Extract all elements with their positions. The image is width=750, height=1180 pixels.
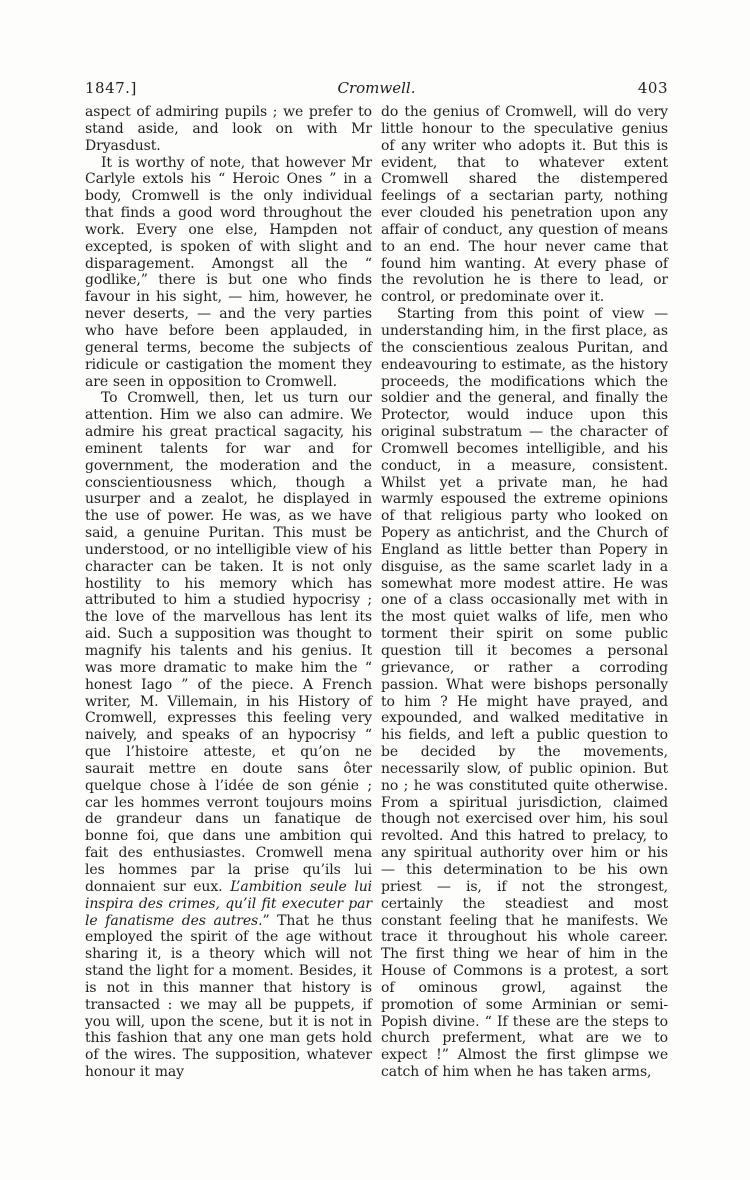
text-segment: do the genius of Cromwell, will do very little honour to the speculative genius of any writer who adopts it. But this is evident, that to whatever extent Cromwell shared the distempered feelings of a sectarian party, nothing ever clouded his penetration upon any affair of conduct, any question of means to an end. The hour never came that found him wanting. At every phase of the revolution he is there to lead, or control, or predominate over it.	[381, 104, 668, 306]
text-segment: To Cromwell, then, let us turn our attention. Him we also can admire. We admire his great practical sagacity, his eminent talents for war and for government, the moderation and the conscientiousness which, though a usurper and a zealot, he displayed in the use of power. He was, as we have said, a genuine Puritan. This must be understood, or no intelligible view of his character can be taken. It is not only hostility to his memory which has attributed to him a studied hypocrisy ; the love of the marvellous has lent its aid. Such a supposition was thought to magnify his talents and his genius. It was more dramatic to make him the “ honest Iago ” of the piece. A French writer, M. Villemain, in his History of Cromwell, expresses this feeling very naively, and speaks of an hypocrisy “ que l’histoire atteste, et qu’on ne saurait mettre en doute sans ôter quelque chose à l’idée de son génie ; car les hommes verront toujours moins de grandeur dans un fanatique de bonne foi, que dans une ambition qui fait des enthusiastes. Cromwell mena les hommes par la prise qu’ils lui donnaient sur eux.	[85, 390, 372, 895]
paragraph	[381, 104, 668, 306]
text-segment: aspect of admiring pupils ; we prefer to stand aside, and look on with Mr Dryasdust.	[85, 104, 372, 154]
text-segment: It is worthy of note, that however Mr Carlyle extols his “ Heroic Ones ” in a body, Cromwell is the only individual that finds a good word throughout the work. Every one else, Hampden not excepted, is spoken of with slight and disparagement. Amongst all the “ godlike,” there is but one who finds favour in his sight, — him, however, he never deserts, — and the very parties who have before been applauded, in general terms, become the subjects of ridicule or castigation the moment they are seen in opposition to Cromwell.	[85, 154, 372, 390]
running-head	[85, 80, 668, 97]
paragraph	[85, 104, 372, 155]
italic-text-segment: L’ambition seule lui inspira des crimes, qu’il fit executer par le fanatisme des autres.	[85, 878, 372, 929]
paragraph	[85, 155, 372, 391]
right-column	[381, 104, 668, 1081]
paragraph	[85, 390, 372, 1081]
text-segment: Starting from this point of view — understanding him, in the first place, as the conscientious zealous Puritan, and endeavouring to estimate, as the history proceeds, the modifications which the soldier and the general, and finally the Protector, would induce upon this original substratum — the character of Cromwell becomes intelligible, and his conduct, in a measure, consistent. Whilst yet a private man, he had warmly espoused the extreme opinions of that religious party who looked on Popery as antichrist, and the Church of England as little better than Popery in disguise, as the same scarlet lady in a somewhat more modest attire. He was one of a class occasionally met with in the most quiet walks of life, men who torment their spirit on some public question till it becomes a personal grievance, or rather a corroding passion. What were bishops personally to him ? He might have prayed, and expounded, and walked meditative in his fields, and left a public question to be decided by the movements, necessarily slow, of public opinion. But no ; he was constituted quite otherwise. From a spiritual jurisdiction, claimed though not exercised over him, his soul revolted. And this hatred to prelacy, to any spiritual authority over him or his — this determination to be his own priest — is, if not the strongest, certainly the steadiest and most constant feeling that he manifests. We trace it throughout his whole career. The first thing we hear of him in the House of Commons is a protest, a sort of ominous growl, against the promotion of some Arminian or semi-Popish divine. “ If these are the steps to church preferment, what are we to expect !” Almost the first glimpse we catch of him when he has taken arms,	[381, 306, 668, 1081]
text-segment: ” That he thus employed the spirit of the age without sharing it, is a theory which will not stand the light for a moment. Besides, it is not in this manner that history is transacted : we may all be puppets, if you will, upon the scene, but it is not in this fashion that any one man gets hold of the wires. The supposition, whatever honour it may	[85, 912, 372, 1081]
header-title: Cromwell.	[337, 79, 416, 97]
paragraph	[381, 306, 668, 1081]
left-column	[85, 104, 372, 1081]
header-page-number: 403	[637, 79, 668, 97]
text-columns	[85, 104, 668, 1081]
header-year: 1847.]	[85, 79, 137, 97]
